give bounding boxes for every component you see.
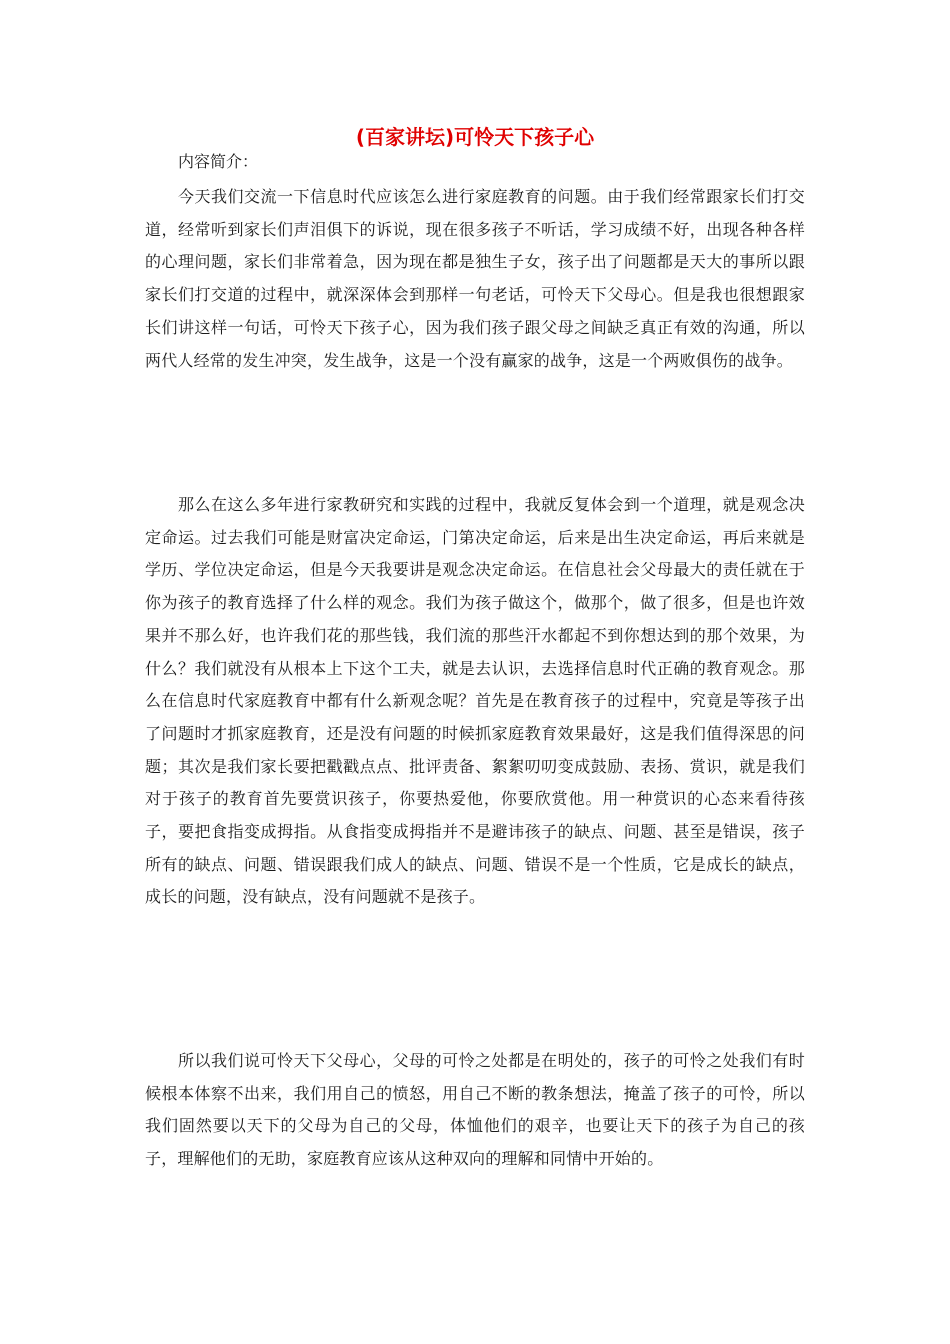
paragraph-2: 那么在这么多年进行家教研究和实践的过程中，我就反复体会到一个道理，就是观念决定命运。过去我们可能是财富决定命运，门第决定命运，后来是出生决定命运，再后来就是学历、学位决定命运，但是今天我要讲是观念决定命运。在信息社会父母最大的责任就在于你为孩子的教育选择了什么样的观念。我们为孩子做这个，做那个，做了很多，但是也许效果并不那么好，也许我们花的那些钱，我们流的那些汗水都起不到你想达到的那个效果，为什么？我们就没有从根本上下这个工夫，就是去认识，去选择信息时代正确的教育观念。那么在信息时代家庭教育中都有什么新观念呢？首先是在教育孩子的过程中，究竟是等孩子出了问题时才抓家庭教育，还是没有问题的时候抓家庭教育效果最好，这是我们值得深思的问题；其次是我们家长要把戳戳点点、批评责备、絮絮叨叨变成鼓励、表扬、赏识，就是我们对于孩子的教育首先要赏识孩子，你要热爱他，你要欣赏他。用一种赏识的心态来看待孩子，要把食指变成拇指。从食指变成拇指并不是避讳孩子的缺点、问题、甚至是错误，孩子所有的缺点、问题、错误跟我们成人的缺点、问题、错误不是一个性质，它是成长的缺点，成长的问题，没有缺点，没有问题就不是孩子。 xyxy=(145,495,805,907)
paragraph-3: 所以我们说可怜天下父母心，父母的可怜之处都是在明处的，孩子的可怜之处我们有时候根本体察不出来，我们用自己的愤怒，用自己不断的教条想法，掩盖了孩子的可怜，所以我们固然要以天下的父母为自己的父母，体恤他们的艰辛，也要让天下的孩子为自己的孩子，理解他们的无助，家庭教育应该从这种双向的理解和同情中开始的。 xyxy=(145,1051,805,1169)
document-title: (百家讲坛)可怜天下孩子心 xyxy=(355,125,595,149)
intro-label: 内容简介： xyxy=(178,152,259,171)
paragraph-1: 今天我们交流一下信息时代应该怎么进行家庭教育的问题。由于我们经常跟家长们打交道，经常听到家长们声泪俱下的诉说，现在很多孩子不听话，学习成绩不好，出现各种各样的心理问题，家长们非常着急，因为现在都是独生子女，孩子出了问题都是天大的事所以跟家长们打交道的过程中，就深深体会到那样一句老话，可怜天下父母心。但是我也很想跟家长们讲这样一句话，可怜天下孩子心，因为我们孩子跟父母之间缺乏真正有效的沟通，所以两代人经常的发生冲突，发生战争，这是一个没有赢家的战争，这是一个两败俱伤的战争。 xyxy=(145,187,805,370)
